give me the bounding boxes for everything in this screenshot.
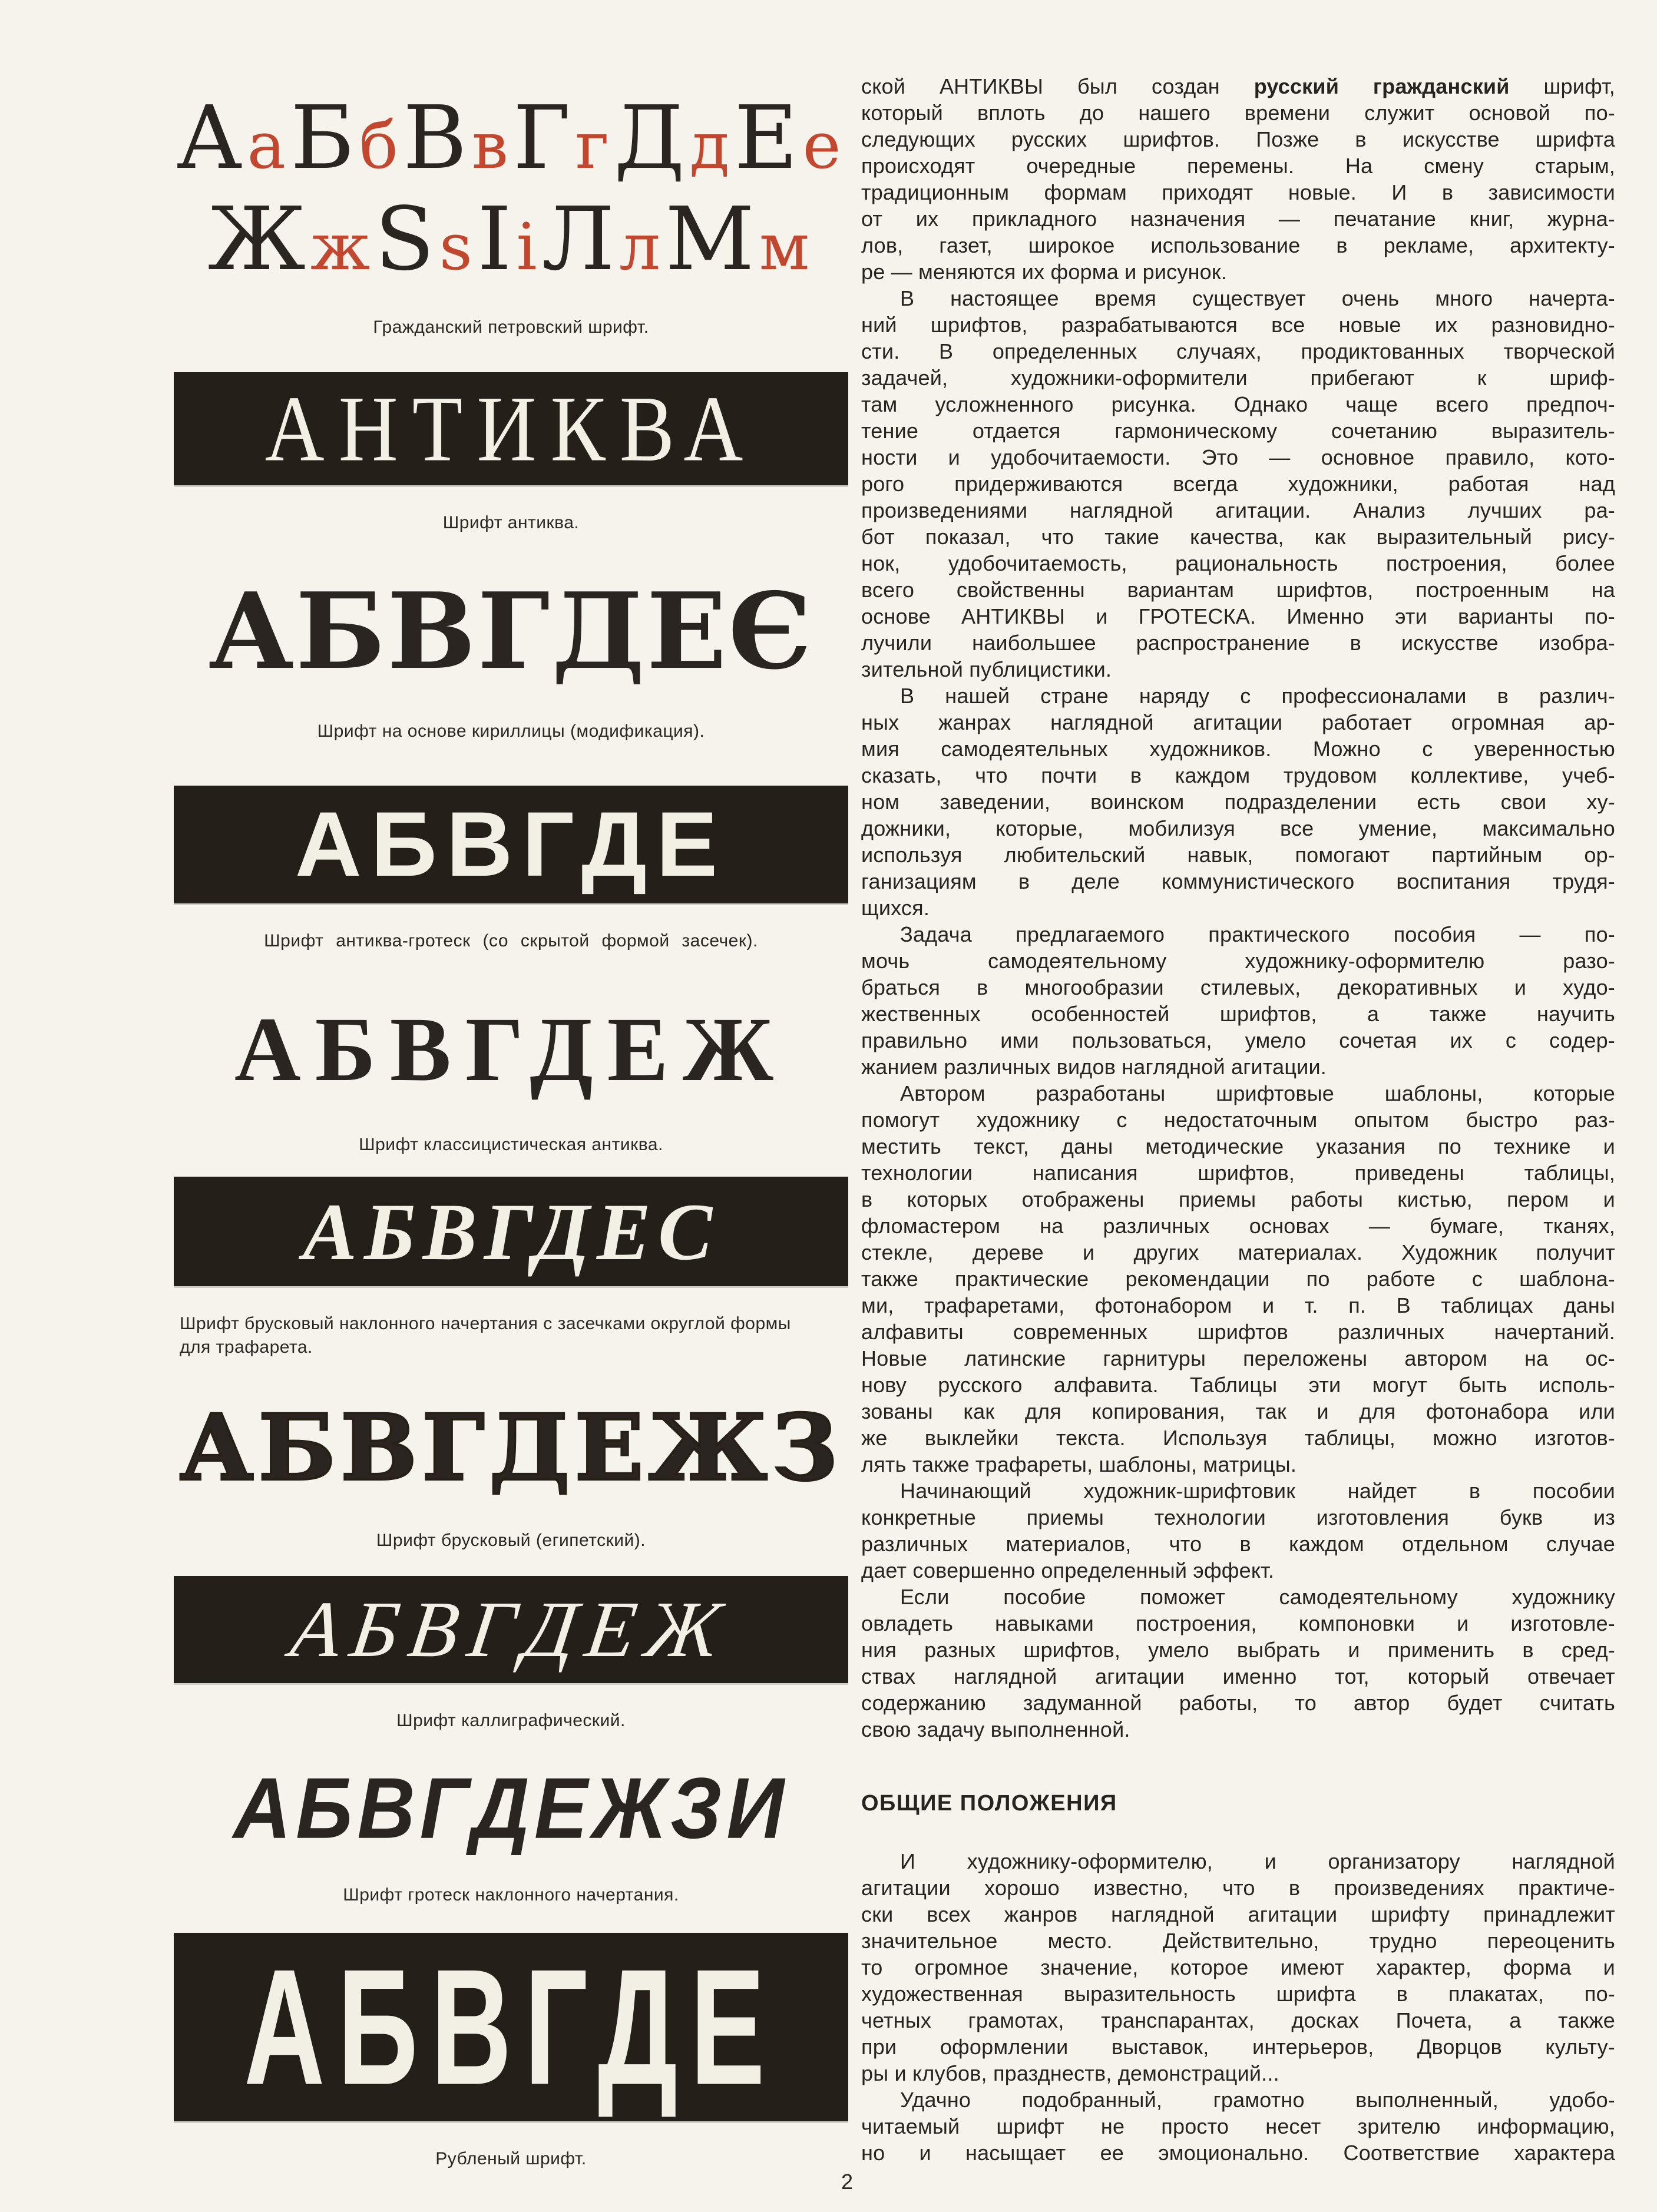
petrine-letter: д xyxy=(689,108,735,183)
text-line: Начинающий художник-шрифтовик найдет в пособии xyxy=(900,1479,1615,1503)
text-line: традиционным формам приходят новые. И в зависимости xyxy=(861,180,1615,204)
page-number: 2 xyxy=(841,2170,854,2194)
petrine-letter: ж xyxy=(310,209,375,284)
text-line: то огромное значение, которое имеют характер, форма и xyxy=(861,1955,1615,1979)
petrine-letter: Б xyxy=(290,87,359,188)
petrine-letter: І xyxy=(477,188,517,290)
text-line: технологии написания шрифтов, приведены таблицы, xyxy=(861,1161,1615,1185)
text-line: В настоящее время существует очень много начерта- xyxy=(900,286,1615,310)
text-line: мия самодеятельных художников. Можно с уверенностью xyxy=(861,737,1615,761)
text-line: местить текст, даны методические указания по технике и xyxy=(861,1134,1615,1158)
caption-petrine-civil: Гражданский петровский шрифт. xyxy=(373,317,649,337)
text-line: ний шрифтов, разрабатываются все новые их разновидно- xyxy=(861,313,1615,337)
text-line: стекле, дереве и других материалах. Художник получит xyxy=(861,1240,1615,1264)
caption-antikva-grotesk: Шрифт антиква-гротеск (со скрытой формой засечек). xyxy=(264,931,758,951)
sample-text-slab-stencil: АБВГДЕС xyxy=(302,1186,720,1277)
text-line: правильно ими пользоваться, умело сочетая их с содер- xyxy=(861,1028,1615,1052)
petrine-letter: А xyxy=(176,87,247,188)
text-line: четных грамотах, транспарантах, досках Почета, а также xyxy=(861,2008,1615,2032)
font-sample-antikva xyxy=(174,372,848,485)
text-line: происходят очередные перемены. На смену старым, xyxy=(861,154,1615,178)
font-sample-cyrillic-modification xyxy=(174,568,848,694)
text-line: ры и клубов, празднеств, демонстраций... xyxy=(861,2061,1279,2085)
petrine-letter: s xyxy=(439,209,478,284)
text-line: лучили наибольшее распространение в искусстве изобра- xyxy=(861,631,1615,655)
text-line: ном заведении, воинском подразделении есть свои ху- xyxy=(861,790,1615,814)
text-line: там усложненного рисунка. Однако чаще всего предпоч- xyxy=(861,392,1615,416)
caption-calligraphic: Шрифт каллиграфический. xyxy=(396,1711,626,1730)
petrine-letter: а xyxy=(247,108,291,183)
text-line: ности и удобочитаемости. Это — основное правило, кото- xyxy=(861,445,1615,469)
text-line: свою задачу выполненной. xyxy=(861,1717,1130,1741)
text-line: сказать, что почти в каждом трудовом коллективе, учеб- xyxy=(861,763,1615,787)
text-line: Новые латинские гарнитуры переложены автором на ос- xyxy=(861,1346,1615,1370)
text-line: помогут художнику с недостаточным опытом быстро раз- xyxy=(861,1108,1615,1132)
text-line: И художнику-оформителю, и организатору наглядной xyxy=(900,1849,1615,1873)
petrine-row-2 xyxy=(174,188,848,290)
font-sample-antikva-grotesk xyxy=(174,786,848,903)
text-line: жественных особенностей шрифтов, а также научить xyxy=(861,1002,1615,1026)
text-line: ганизациям в деле коммунистического воспитания трудя- xyxy=(861,869,1615,893)
text-line: нову русского алфавита. Таблицы эти могут быть исполь- xyxy=(861,1373,1615,1397)
text-line: Удачно подобранный, грамотно выполненный, удобо- xyxy=(900,2088,1615,2112)
article-column xyxy=(861,73,1615,2166)
text-line: читаемый шрифт не просто несет зрителю информацию, xyxy=(861,2114,1615,2138)
text-line: который вплоть до нашего времени служит основой по- xyxy=(861,101,1615,125)
text-line: дает совершенно определенный эффект. xyxy=(861,1558,1275,1582)
petrine-letter: Е xyxy=(734,87,803,188)
font-sample-rublenyi xyxy=(174,1933,848,2121)
text-line: от их прикладного назначения — печатание книг, журна- xyxy=(861,207,1615,231)
text-line: дожники, которые, мобилизуя все умение, максимально xyxy=(861,816,1615,840)
petrine-letter: Ж xyxy=(207,188,311,290)
text-line: содержанию задуманной работы, то автор будет считать xyxy=(861,1691,1615,1715)
text-line: зованы как для копирования, так и для фотонабора или xyxy=(861,1399,1615,1423)
text-line: основе АНТИКВЫ и ГРОТЕСКА. Именно эти варианты по- xyxy=(861,604,1615,628)
caption-slab-egyptian: Шрифт брусковый (египетский). xyxy=(376,1531,646,1550)
text-line: зительной публицистики. xyxy=(861,657,1112,681)
text-line: при оформлении выставок, интерьеров, Дворцов культу- xyxy=(861,2035,1615,2059)
petrine-letter: г xyxy=(575,108,614,183)
text-line: в которых отображены приемы работы кистью, пером и xyxy=(861,1187,1615,1211)
font-sample-classicist-antikva xyxy=(174,992,848,1107)
section-heading: ОБЩИЕ ПОЛОЖЕНИЯ xyxy=(861,1791,1117,1816)
article-text-bottom xyxy=(861,1848,1615,2166)
text-line: различных материалов, что в каждом отдельном случае xyxy=(861,1532,1615,1556)
text-line: браться в многообразии стилевых, декоративных и худо- xyxy=(861,975,1615,999)
text-line: В нашей стране наряду с профессионалами в различ- xyxy=(900,684,1615,708)
font-sample-slab-egyptian xyxy=(174,1392,848,1503)
text-line: произведениями наглядной агитации. Анализ лучших ра- xyxy=(861,498,1615,522)
text-line: овладеть навыками построения, компоновки и изготовле- xyxy=(861,1611,1615,1635)
petrine-letter: Л xyxy=(541,188,620,290)
text-line: Если пособие поможет самодеятельному художнику xyxy=(900,1585,1615,1609)
sample-text-antikva: АНТИКВА xyxy=(264,376,758,481)
text-line: агитации хорошо известно, что в произведениях практиче- xyxy=(861,1876,1615,1900)
text-line: также практические рекомендации по работе с шаблона- xyxy=(861,1267,1615,1291)
text-line: всего свойственны вариантам шрифтов, построенным на xyxy=(861,578,1615,602)
text-line: тение отдается гармоническому сочетанию выразитель- xyxy=(861,419,1615,443)
text-line: конкретные приемы технологии изготовления букв из xyxy=(861,1505,1615,1529)
text-line: ния разных шрифтов, умело выбрать и применить в сред- xyxy=(861,1638,1615,1662)
petrine-letter: в xyxy=(471,108,513,183)
text-line: же выклейки текста. Используя таблицы, можно изготов- xyxy=(861,1426,1615,1450)
text-line: художественная выразительность шрифта в плакатах, по- xyxy=(861,1982,1615,2006)
text-line: лов, газет, широкое использование в рекламе, архитекту- xyxy=(861,233,1615,257)
font-samples-column xyxy=(174,87,848,2171)
petrine-letter: S xyxy=(375,188,439,290)
sample-text-antikva-grotesk: АБВГДЕ xyxy=(295,793,727,896)
text-line: ской АНТИКВЫ был создан русский гражданский шрифт, xyxy=(861,74,1615,98)
sample-text-slab-egyptian: АБВГДЕЖЗ xyxy=(180,1394,842,1501)
caption-rublenyi: Рубленый шрифт. xyxy=(435,2149,587,2168)
petrine-letter: М xyxy=(665,188,759,290)
caption-grotesk-italic: Шрифт гротеск наклонного начертания. xyxy=(343,1885,679,1905)
petrine-letter: і xyxy=(516,209,542,284)
caption-classicist-antikva: Шрифт классицистическая антиква. xyxy=(359,1135,663,1154)
font-sample-calligraphic xyxy=(174,1576,848,1683)
text-line: но и насыщает ее эмоционально. Соответствие характера xyxy=(861,2141,1615,2165)
caption-antikva: Шрифт антиква. xyxy=(442,513,580,532)
petrine-row-1 xyxy=(174,87,848,188)
text-line: фломастером на различных основах — бумаге, тканях, xyxy=(861,1214,1615,1238)
text-line: рого придерживаются всегда художники, работая над xyxy=(861,472,1615,496)
petrine-letter: м xyxy=(759,209,815,284)
petrine-letter: е xyxy=(802,108,846,183)
text-line: Автором разработаны шрифтовые шаблоны, которые xyxy=(900,1081,1615,1105)
text-line: сти. В определенных случаях, продиктованных творческой xyxy=(861,339,1615,363)
text-line: жанием различных видов наглядной агитации. xyxy=(861,1055,1327,1079)
petrine-letter: л xyxy=(619,209,666,284)
caption-slab-stencil: Шрифт брусковый наклонного начертания с засечками округлой формы для трафарета. xyxy=(180,1314,791,1357)
petrine-letter: б xyxy=(359,108,403,183)
text-line: бот показал, что такие качества, как выразительный рису- xyxy=(861,525,1615,549)
text-line: щихся. xyxy=(861,896,930,920)
text-line: значительное место. Действительно, трудно переоценить xyxy=(861,1929,1615,1953)
caption-cyrillic-modification: Шрифт на основе кириллицы (модификация). xyxy=(317,721,705,741)
sample-text-rublenyi: АБВГДЕ xyxy=(244,1935,778,2119)
font-sample-petrine-civil xyxy=(174,87,848,290)
sample-text-cyrillic-modification: АБВГДЕЄ xyxy=(209,569,813,693)
text-line: лять также трафареты, шаблоны, матрицы. xyxy=(861,1452,1297,1476)
sample-text-grotesk-italic: АБВГДЕЖЗИ xyxy=(233,1759,789,1857)
text-line: алфавиты современных шрифтов различных начертаний. xyxy=(861,1320,1615,1344)
text-line: Задача предлагаемого практического пособия — по- xyxy=(900,922,1615,946)
text-line: следующих русских шрифтов. Позже в искусстве шрифта xyxy=(861,127,1615,151)
text-line: мочь самодеятельному художнику-оформителю разо- xyxy=(861,949,1615,973)
text-line: ре — меняются их форма и рисунок. xyxy=(861,260,1228,284)
text-line: ми, трафаретами, фотонабором и т. п. В таблицах даны xyxy=(861,1293,1615,1317)
petrine-letter: Г xyxy=(512,87,576,188)
text-line: ных жанрах наглядной агитации работает огромная ар- xyxy=(861,710,1615,734)
font-sample-grotesk-italic xyxy=(174,1759,848,1857)
article-text-top xyxy=(861,73,1615,1743)
text-line: ски всех жанров наглядной агитации шрифту принадлежит xyxy=(861,1902,1615,1926)
text-line: ствах наглядной агитации именно тот, который отвечает xyxy=(861,1664,1615,1688)
petrine-letter: В xyxy=(403,87,472,188)
text-line: используя любительский навык, помогают партийным ор- xyxy=(861,843,1615,867)
text-line: нок, удобочитаемость, рациональность построения, более xyxy=(861,551,1615,575)
text-line: задачей, художники-оформители прибегают к шриф- xyxy=(861,366,1615,390)
petrine-letter: Д xyxy=(614,87,690,188)
font-sample-slab-stencil xyxy=(174,1177,848,1286)
sample-text-calligraphic: АБВГДЕЖ xyxy=(285,1585,736,1674)
sample-text-classicist-antikva: АБВГДЕЖ xyxy=(234,998,788,1100)
